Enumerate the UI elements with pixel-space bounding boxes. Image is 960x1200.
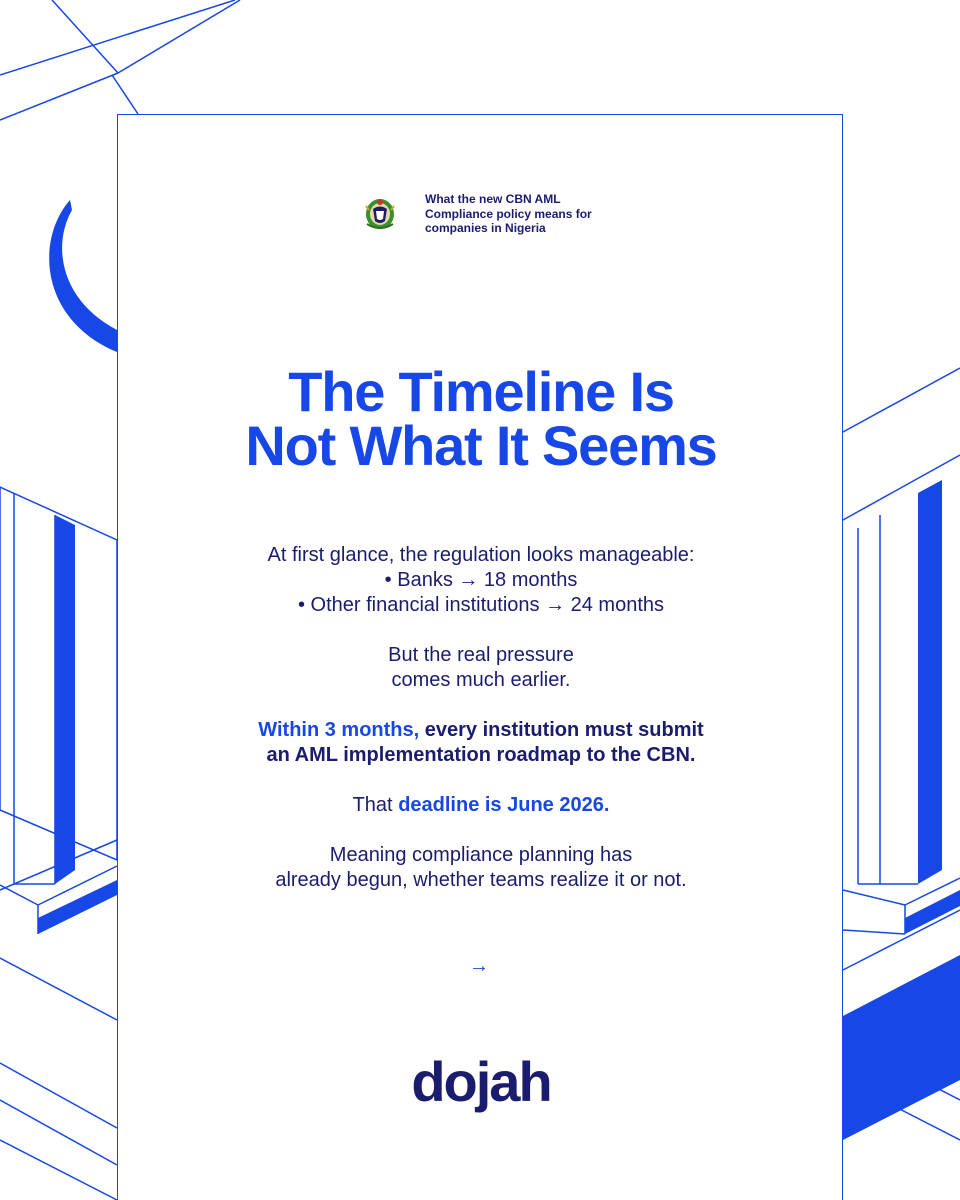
bullet-other-institutions: • Other financial institutions → 24 months [297,594,665,616]
pressure-line-2: comes much earlier. [391,669,571,691]
dojah-logo: dojah [411,1050,551,1113]
title-line-2: Not What It Seems [245,414,717,477]
next-arrow-icon[interactable]: → [469,955,489,977]
roadmap-rest: every institution must submit [424,719,704,741]
deadline-prefix: That [352,794,393,816]
pressure-block [118,643,844,693]
roadmap-highlight: Within 3 months, [258,719,420,741]
header-caption: What the new CBN AML Compliance policy means for companies in Nigeria [425,192,592,235]
roadmap-block [118,718,844,768]
page-title [118,360,844,477]
meaning-block [118,843,844,893]
pressure-line-1: But the real pressure [388,644,574,666]
header [363,192,615,236]
content-card [117,114,843,1200]
cbn-seal-icon [363,196,397,232]
deadline-block [118,793,844,818]
intro-line: At first glance, the regulation looks manageable: [267,544,695,566]
title-line-1: The Timeline Is [288,360,674,423]
meaning-line-2: already begun, whether teams realize it or not. [275,869,687,891]
roadmap-line-2: an AML implementation roadmap to the CBN. [266,744,696,766]
roadmap-line-1 [118,718,844,743]
intro-block [118,543,844,618]
meaning-line-1: Meaning compliance planning has [329,844,633,866]
bullet-banks: • Banks → 18 months [384,569,578,591]
deadline-highlight: deadline is June 2026. [398,794,610,816]
